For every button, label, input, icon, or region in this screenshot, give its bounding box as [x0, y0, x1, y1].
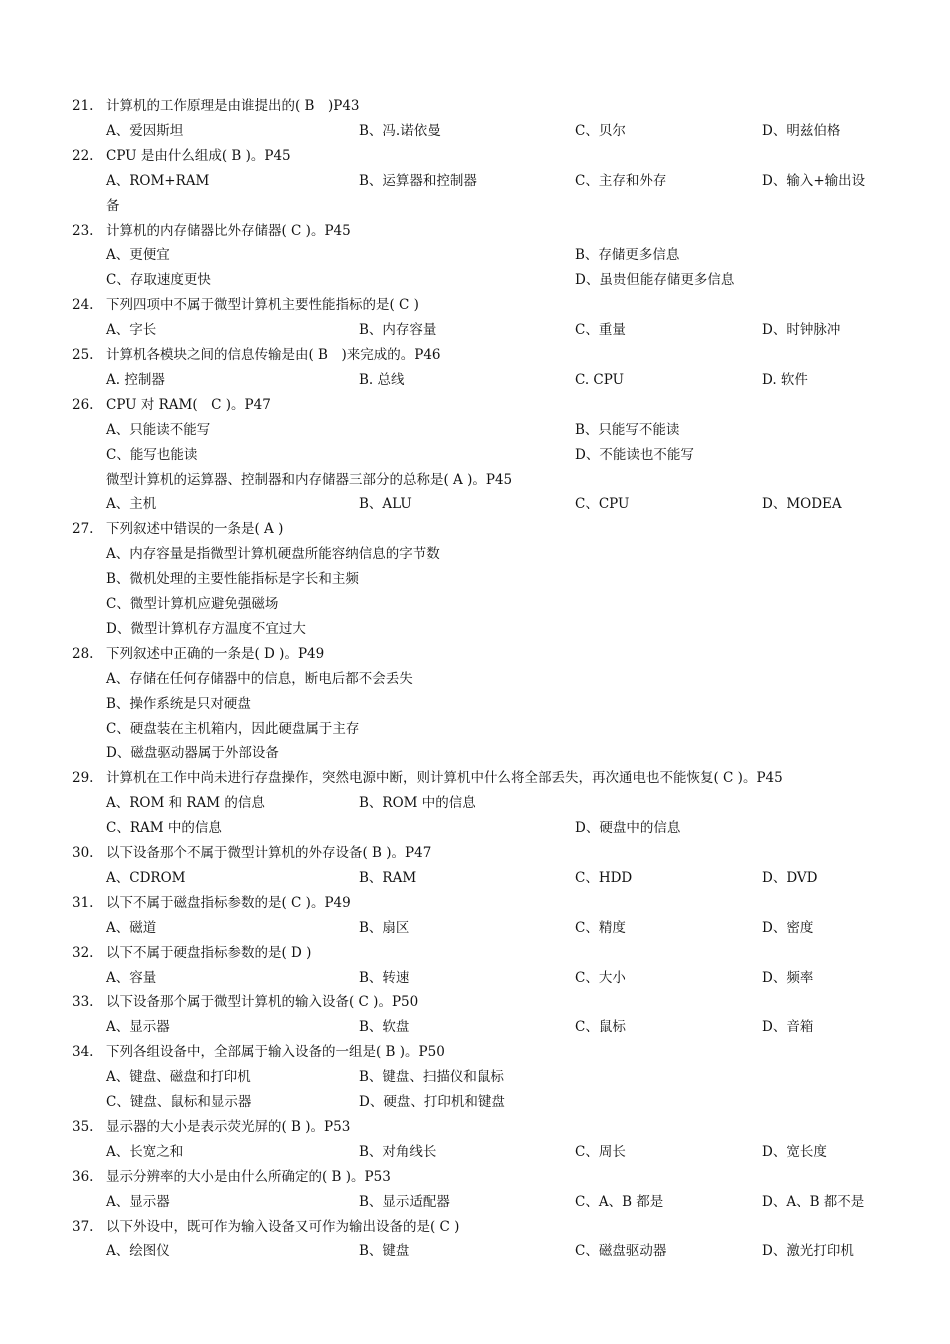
option-c: C、CPU	[575, 496, 630, 513]
option-line	[0, 1090, 950, 1115]
option-text: 备	[106, 197, 120, 214]
option-text: B、操作系统是只对硬盘	[106, 695, 251, 712]
option-b: B、冯.诺依曼	[359, 122, 441, 139]
question-line	[0, 941, 950, 966]
option-item: A、只能读不能写	[106, 421, 211, 438]
question-line	[0, 990, 950, 1015]
option-item: C、RAM 中的信息	[106, 820, 222, 837]
question-line	[0, 219, 950, 244]
option-d: D. 软件	[762, 371, 808, 388]
option-a: A、显示器	[106, 1019, 170, 1036]
option-line	[0, 1015, 950, 1040]
option-b: B、RAM	[359, 869, 417, 886]
question-number: 37.	[72, 1218, 94, 1235]
question-text: 下列叙述中错误的一条是( A )	[106, 521, 284, 538]
option-b: B、内存容量	[359, 322, 437, 339]
option-a: A、键盘、磁盘和打印机	[106, 1069, 251, 1086]
option-item: D、虽贵但能存储更多信息	[575, 272, 735, 289]
question-line	[0, 1040, 950, 1065]
question-number: 29.	[72, 770, 94, 787]
option-item: A、更便宜	[106, 247, 170, 264]
question-text: 计算机各模块之间的信息传输是由( B )来完成的。P46	[106, 347, 441, 363]
question-number: 24.	[72, 297, 94, 314]
question-number: 25.	[72, 347, 94, 363]
option-c: C、周长	[575, 1143, 626, 1160]
option-line	[0, 816, 950, 841]
option-d: D、频率	[762, 969, 814, 986]
question-line	[0, 393, 950, 418]
option-line	[0, 268, 950, 293]
question-line	[0, 517, 950, 542]
question-line	[0, 468, 950, 493]
option-line	[0, 1239, 950, 1264]
option-line	[0, 617, 950, 642]
question-text: 以下设备那个不属于微型计算机的外存设备( B )。P47	[106, 845, 432, 861]
option-line	[0, 741, 950, 766]
option-b: B、扇区	[359, 919, 410, 936]
option-line	[0, 443, 950, 468]
option-line	[0, 1190, 950, 1215]
question-text: 下列各组设备中，全部属于输入设备的一组是( B )。P50	[106, 1044, 445, 1061]
question-text: 以下外设中，既可作为输入设备又可作为输出设备的是( C )	[106, 1218, 460, 1235]
option-a: A. 控制器	[106, 371, 165, 388]
question-number: 33.	[72, 994, 94, 1011]
question-number: 27.	[72, 521, 94, 538]
option-line	[0, 692, 950, 717]
option-line	[0, 916, 950, 941]
question-number: 34.	[72, 1044, 94, 1061]
option-text: D、磁盘驱动器属于外部设备	[106, 745, 279, 762]
option-d: D、激光打印机	[762, 1243, 854, 1260]
option-a: A、字长	[106, 322, 157, 339]
option-a: A、绘图仪	[106, 1243, 170, 1260]
option-item: C、能写也能读	[106, 446, 198, 463]
option-b: B、ROM 中的信息	[359, 795, 476, 812]
question-line	[0, 891, 950, 916]
option-line	[0, 667, 950, 692]
option-b: B、ALU	[359, 496, 412, 513]
question-text: 以下不属于硬盘指标参数的是( D )	[106, 944, 312, 961]
option-line	[0, 119, 950, 144]
option-line	[0, 418, 950, 443]
option-b: B、键盘、扫描仪和鼠标	[359, 1069, 504, 1086]
question-number: 35.	[72, 1118, 94, 1135]
option-a: A、容量	[106, 969, 157, 986]
option-b: D、硬盘、打印机和键盘	[359, 1094, 505, 1110]
option-b: B、转速	[359, 969, 410, 986]
question-line	[0, 94, 950, 119]
option-line	[0, 1140, 950, 1165]
option-item: B、只能写不能读	[575, 421, 680, 438]
option-line	[0, 492, 950, 517]
question-number: 23.	[72, 222, 94, 239]
question-number: 36.	[72, 1168, 94, 1185]
option-line	[0, 866, 950, 891]
option-d: D、MODEA	[762, 496, 842, 513]
option-a: A、显示器	[106, 1193, 170, 1210]
option-a: A、CDROM	[106, 869, 186, 886]
option-d: D、DVD	[762, 869, 818, 886]
option-line	[0, 1065, 950, 1090]
option-text: C、硬盘装在主机箱内，因此硬盘属于主存	[106, 720, 360, 737]
option-d: D、A、B 都不是	[762, 1193, 865, 1210]
question-number: 28.	[72, 645, 94, 662]
option-a: A、磁道	[106, 919, 157, 936]
option-d: D、音箱	[762, 1019, 814, 1036]
option-a: A、长宽之和	[106, 1143, 184, 1160]
option-d: D、输入+输出设	[762, 172, 866, 189]
option-d: D、时钟脉冲	[762, 322, 841, 339]
question-line	[0, 343, 950, 368]
question-number: 31.	[72, 894, 94, 911]
option-text: B、微机处理的主要性能指标是字长和主频	[106, 571, 359, 588]
question-text: 下列四项中不属于微型计算机主要性能指标的是( C )	[106, 297, 419, 314]
option-line	[0, 169, 950, 194]
option-item: C、存取速度更快	[106, 272, 211, 289]
question-text: 以下设备那个属于微型计算机的输入设备( C )。P50	[106, 994, 419, 1011]
option-a: A、ROM 和 RAM 的信息	[106, 795, 265, 812]
question-number: 30.	[72, 845, 94, 861]
option-c: C、鼠标	[575, 1019, 626, 1036]
question-text: 计算机的工作原理是由谁提出的( B )P43	[106, 98, 360, 114]
question-line	[0, 766, 950, 791]
question-line	[0, 841, 950, 866]
question-line	[0, 293, 950, 318]
question-text: 计算机的内存储器比外存储器( C )。P45	[106, 222, 351, 239]
option-a: A、爱因斯坦	[106, 122, 184, 139]
question-text: CPU 对 RAM( C )。P47	[106, 396, 271, 413]
option-line	[0, 966, 950, 991]
question-line	[0, 1115, 950, 1140]
option-d: D、明兹伯格	[762, 122, 841, 139]
option-text: C、微型计算机应避免强磁场	[106, 596, 279, 612]
question-line	[0, 642, 950, 667]
option-c: C、主存和外存	[575, 172, 667, 189]
question-line	[0, 144, 950, 169]
option-line	[0, 368, 950, 393]
option-c: C、重量	[575, 322, 626, 339]
question-text: 微型计算机的运算器、控制器和内存储器三部分的总称是( A )。P45	[106, 471, 513, 488]
option-line	[0, 592, 950, 617]
option-line	[0, 542, 950, 567]
option-item: B、存储更多信息	[575, 247, 680, 264]
option-text: A、内存容量是指微型计算机硬盘所能容纳信息的字节数	[106, 546, 440, 563]
question-line	[0, 1165, 950, 1190]
option-c: C、HDD	[575, 869, 633, 886]
option-d: D、宽长度	[762, 1143, 827, 1160]
option-a: A、主机	[106, 496, 157, 513]
option-text: D、微型计算机存方温度不宜过大	[106, 620, 306, 637]
option-a: A、ROM+RAM	[106, 172, 210, 189]
option-line	[0, 318, 950, 343]
option-line	[0, 717, 950, 742]
option-b: B、软盘	[359, 1019, 410, 1036]
question-number: 21.	[72, 98, 94, 114]
question-number: 32.	[72, 944, 94, 961]
option-b: B. 总线	[359, 371, 405, 388]
option-c: C、磁盘驱动器	[575, 1243, 667, 1260]
option-a: C、键盘、鼠标和显示器	[106, 1094, 252, 1110]
question-text: 下列叙述中正确的一条是( D )。P49	[106, 645, 325, 662]
option-d: D、密度	[762, 919, 814, 936]
question-number: 26.	[72, 396, 94, 413]
option-line	[0, 791, 950, 816]
question-line	[0, 1215, 950, 1240]
option-b: B、显示适配器	[359, 1193, 450, 1210]
question-text: 显示器的大小是表示荧光屏的( B )。P53	[106, 1118, 351, 1135]
option-line	[0, 243, 950, 268]
option-item: D、不能读也不能写	[575, 446, 694, 463]
option-c: C、大小	[575, 969, 626, 986]
option-c: C、贝尔	[575, 122, 626, 139]
option-line	[0, 194, 950, 219]
question-text: 计算机在工作中尚未进行存盘操作，突然电源中断，则计算机中什么将全部丢失，再次通电也不能恢复( C )。P45	[106, 770, 783, 787]
question-text: 显示分辨率的大小是由什么所确定的( B )。P53	[106, 1168, 391, 1185]
question-text: 以下不属于磁盘指标参数的是( C )。P49	[106, 894, 351, 911]
option-b: B、运算器和控制器	[359, 172, 477, 189]
option-c: C、精度	[575, 919, 626, 936]
option-b: B、键盘	[359, 1243, 410, 1260]
question-text: CPU 是由什么组成( B )。P45	[106, 147, 291, 164]
option-c: C、A、B 都是	[575, 1193, 664, 1210]
option-line	[0, 567, 950, 592]
option-b: B、对角线长	[359, 1143, 437, 1160]
option-c: C. CPU	[575, 371, 624, 388]
question-number: 22.	[72, 147, 94, 164]
option-item: D、硬盘中的信息	[575, 820, 681, 837]
option-text: A、存储在任何存储器中的信息，断电后都不会丢失	[106, 670, 413, 687]
